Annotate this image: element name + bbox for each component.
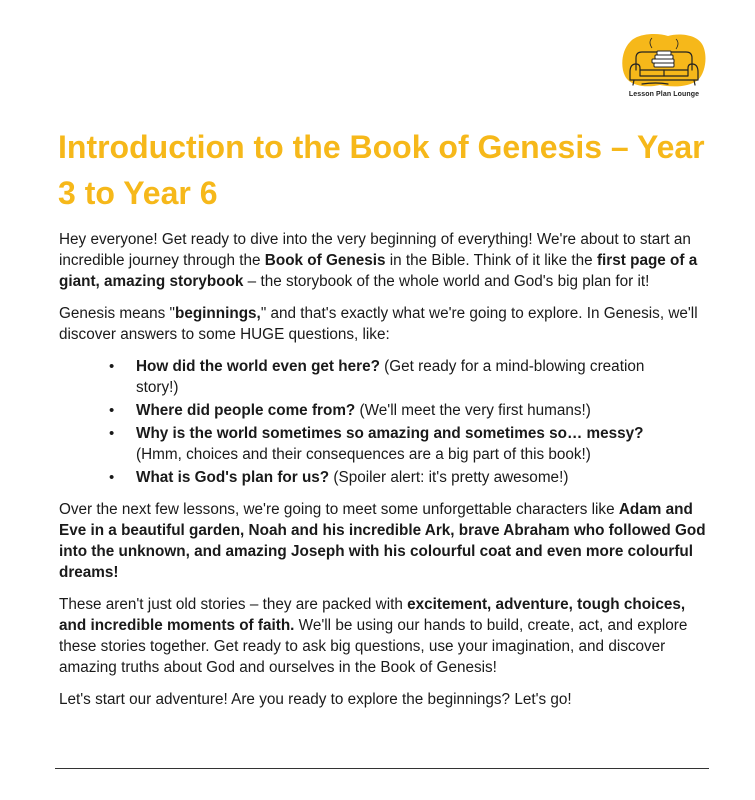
bullet-icon: • bbox=[109, 358, 115, 375]
bullet-icon: • bbox=[109, 402, 115, 419]
list-item: • Where did people come from? (We'll meet the very first humans!) bbox=[109, 402, 591, 419]
stories-paragraph: These aren't just old stories – they are packed with excitement, adventure, tough choices, and incredible moments of faith. We'll be using our hands to build, create, act, and explore these stories together. Get ready to ask big questions, use your imagination, and discover amazing truths about God and ourselves in the Book of Genesis! bbox=[59, 596, 688, 676]
lesson-plan-lounge-logo bbox=[616, 32, 712, 102]
list-item: • How did the world even get here? (Get ready for a mind-blowing creation story!) bbox=[109, 358, 645, 396]
bullet-icon: • bbox=[109, 469, 115, 486]
document-body bbox=[59, 229, 711, 721]
bullet-icon: • bbox=[109, 425, 115, 442]
characters-paragraph: Over the next few lessons, we're going to meet some unforgettable characters like Adam and Eve in a beautiful garden, Noah and his incredible Ark, brave Abraham who followed God into the unknown, and amazing Joseph with his colourful coat and even more colourful dreams! bbox=[59, 501, 706, 581]
sofa-with-books-icon bbox=[616, 32, 712, 90]
footer-divider bbox=[55, 768, 709, 769]
genesis-meaning-paragraph: Genesis means "beginnings," and that's exactly what we're going to explore. In Genesis, we'll discover answers to some HUGE questions, like: bbox=[59, 305, 698, 343]
list-item: • Why is the world sometimes so amazing and sometimes so… messy? (Hmm, choices and their consequences are a big part of this book!) bbox=[109, 425, 644, 463]
questions-list bbox=[59, 356, 711, 488]
logo-text: Lesson Plan Lounge bbox=[628, 91, 700, 98]
page-title: Introduction to the Book of Genesis – Year 3 to Year 6 bbox=[58, 129, 705, 211]
list-item: • What is God's plan for us? (Spoiler alert: it's pretty awesome!) bbox=[109, 469, 569, 486]
closing-paragraph: Let's start our adventure! Are you ready to explore the beginnings? Let's go! bbox=[59, 691, 572, 708]
intro-paragraph: Hey everyone! Get ready to dive into the very beginning of everything! We're about to start an incredible journey through the Book of Genesis in the Bible. Think of it like the first page of a giant, amazing storybook – the storybook of the whole world and God's big plan for it! bbox=[59, 231, 698, 290]
